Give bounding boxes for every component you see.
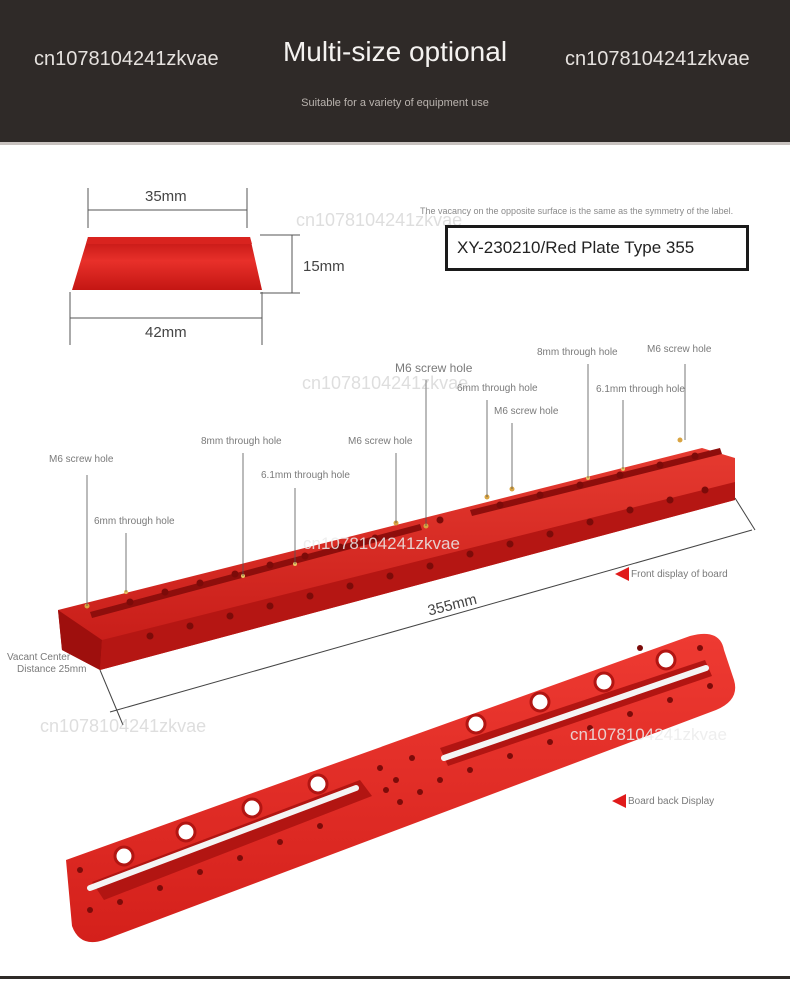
pointer-icon bbox=[612, 794, 626, 808]
header-watermark-left: cn1078104241zkvae bbox=[34, 48, 219, 70]
header-banner bbox=[0, 0, 790, 145]
callout-m6-right-low: M6 screw hole bbox=[494, 406, 559, 417]
callout-m6-mid: M6 screw hole bbox=[348, 436, 413, 447]
legend-back-label: Board back Display bbox=[628, 795, 715, 807]
label-text: XY-230210/Red Plate Type 355 bbox=[457, 238, 695, 257]
callout-61mm-left: 6.1mm through hole bbox=[261, 470, 350, 481]
profile-top-width: 35mm bbox=[145, 188, 187, 205]
callout-8mm-right: 8mm through hole bbox=[537, 347, 618, 358]
callout-61mm-right: 6.1mm through hole bbox=[596, 384, 685, 395]
callout-m6-left: M6 screw hole bbox=[49, 454, 114, 465]
pointer-icon bbox=[615, 567, 629, 581]
watermark: cn1078104241zkvae bbox=[296, 210, 463, 230]
watermark: cn1078104241zkvae bbox=[302, 373, 469, 393]
vacant-center-line2: Distance 25mm bbox=[17, 664, 87, 675]
callout-m6-right: M6 screw hole bbox=[647, 344, 712, 355]
profile-shape bbox=[72, 237, 262, 290]
back-plate bbox=[66, 634, 735, 942]
page-subtitle: Suitable for a variety of equipment use bbox=[301, 97, 489, 109]
legend-front-label: Front display of board bbox=[631, 568, 728, 580]
callout-6mm-right: 6mm through hole bbox=[457, 383, 538, 394]
header-divider bbox=[0, 142, 790, 145]
legend-back bbox=[612, 794, 714, 808]
profile-height: 15mm bbox=[303, 258, 345, 275]
length-dimension: 355mm bbox=[426, 590, 479, 620]
label-note: The vacancy on the opposite surface is the same as the symmetry of the label. bbox=[420, 206, 734, 216]
header-watermark-right: cn1078104241zkvae bbox=[565, 48, 750, 70]
profile-bottom-width: 42mm bbox=[145, 324, 187, 341]
vacant-center-line1: Vacant Center bbox=[7, 652, 71, 663]
page-title: Multi-size optional bbox=[282, 36, 508, 67]
footer-divider bbox=[0, 976, 790, 979]
callout-m6-center: M6 screw hole bbox=[395, 361, 473, 375]
callout-8mm-left: 8mm through hole bbox=[201, 436, 282, 447]
legend-front bbox=[615, 567, 728, 581]
watermark: cn1078104241zkvae bbox=[303, 534, 460, 553]
watermark: cn1078104241zkvae bbox=[40, 716, 207, 736]
watermark: cn1078104241zkvae bbox=[570, 725, 727, 744]
callout-6mm-left: 6mm through hole bbox=[94, 516, 175, 527]
